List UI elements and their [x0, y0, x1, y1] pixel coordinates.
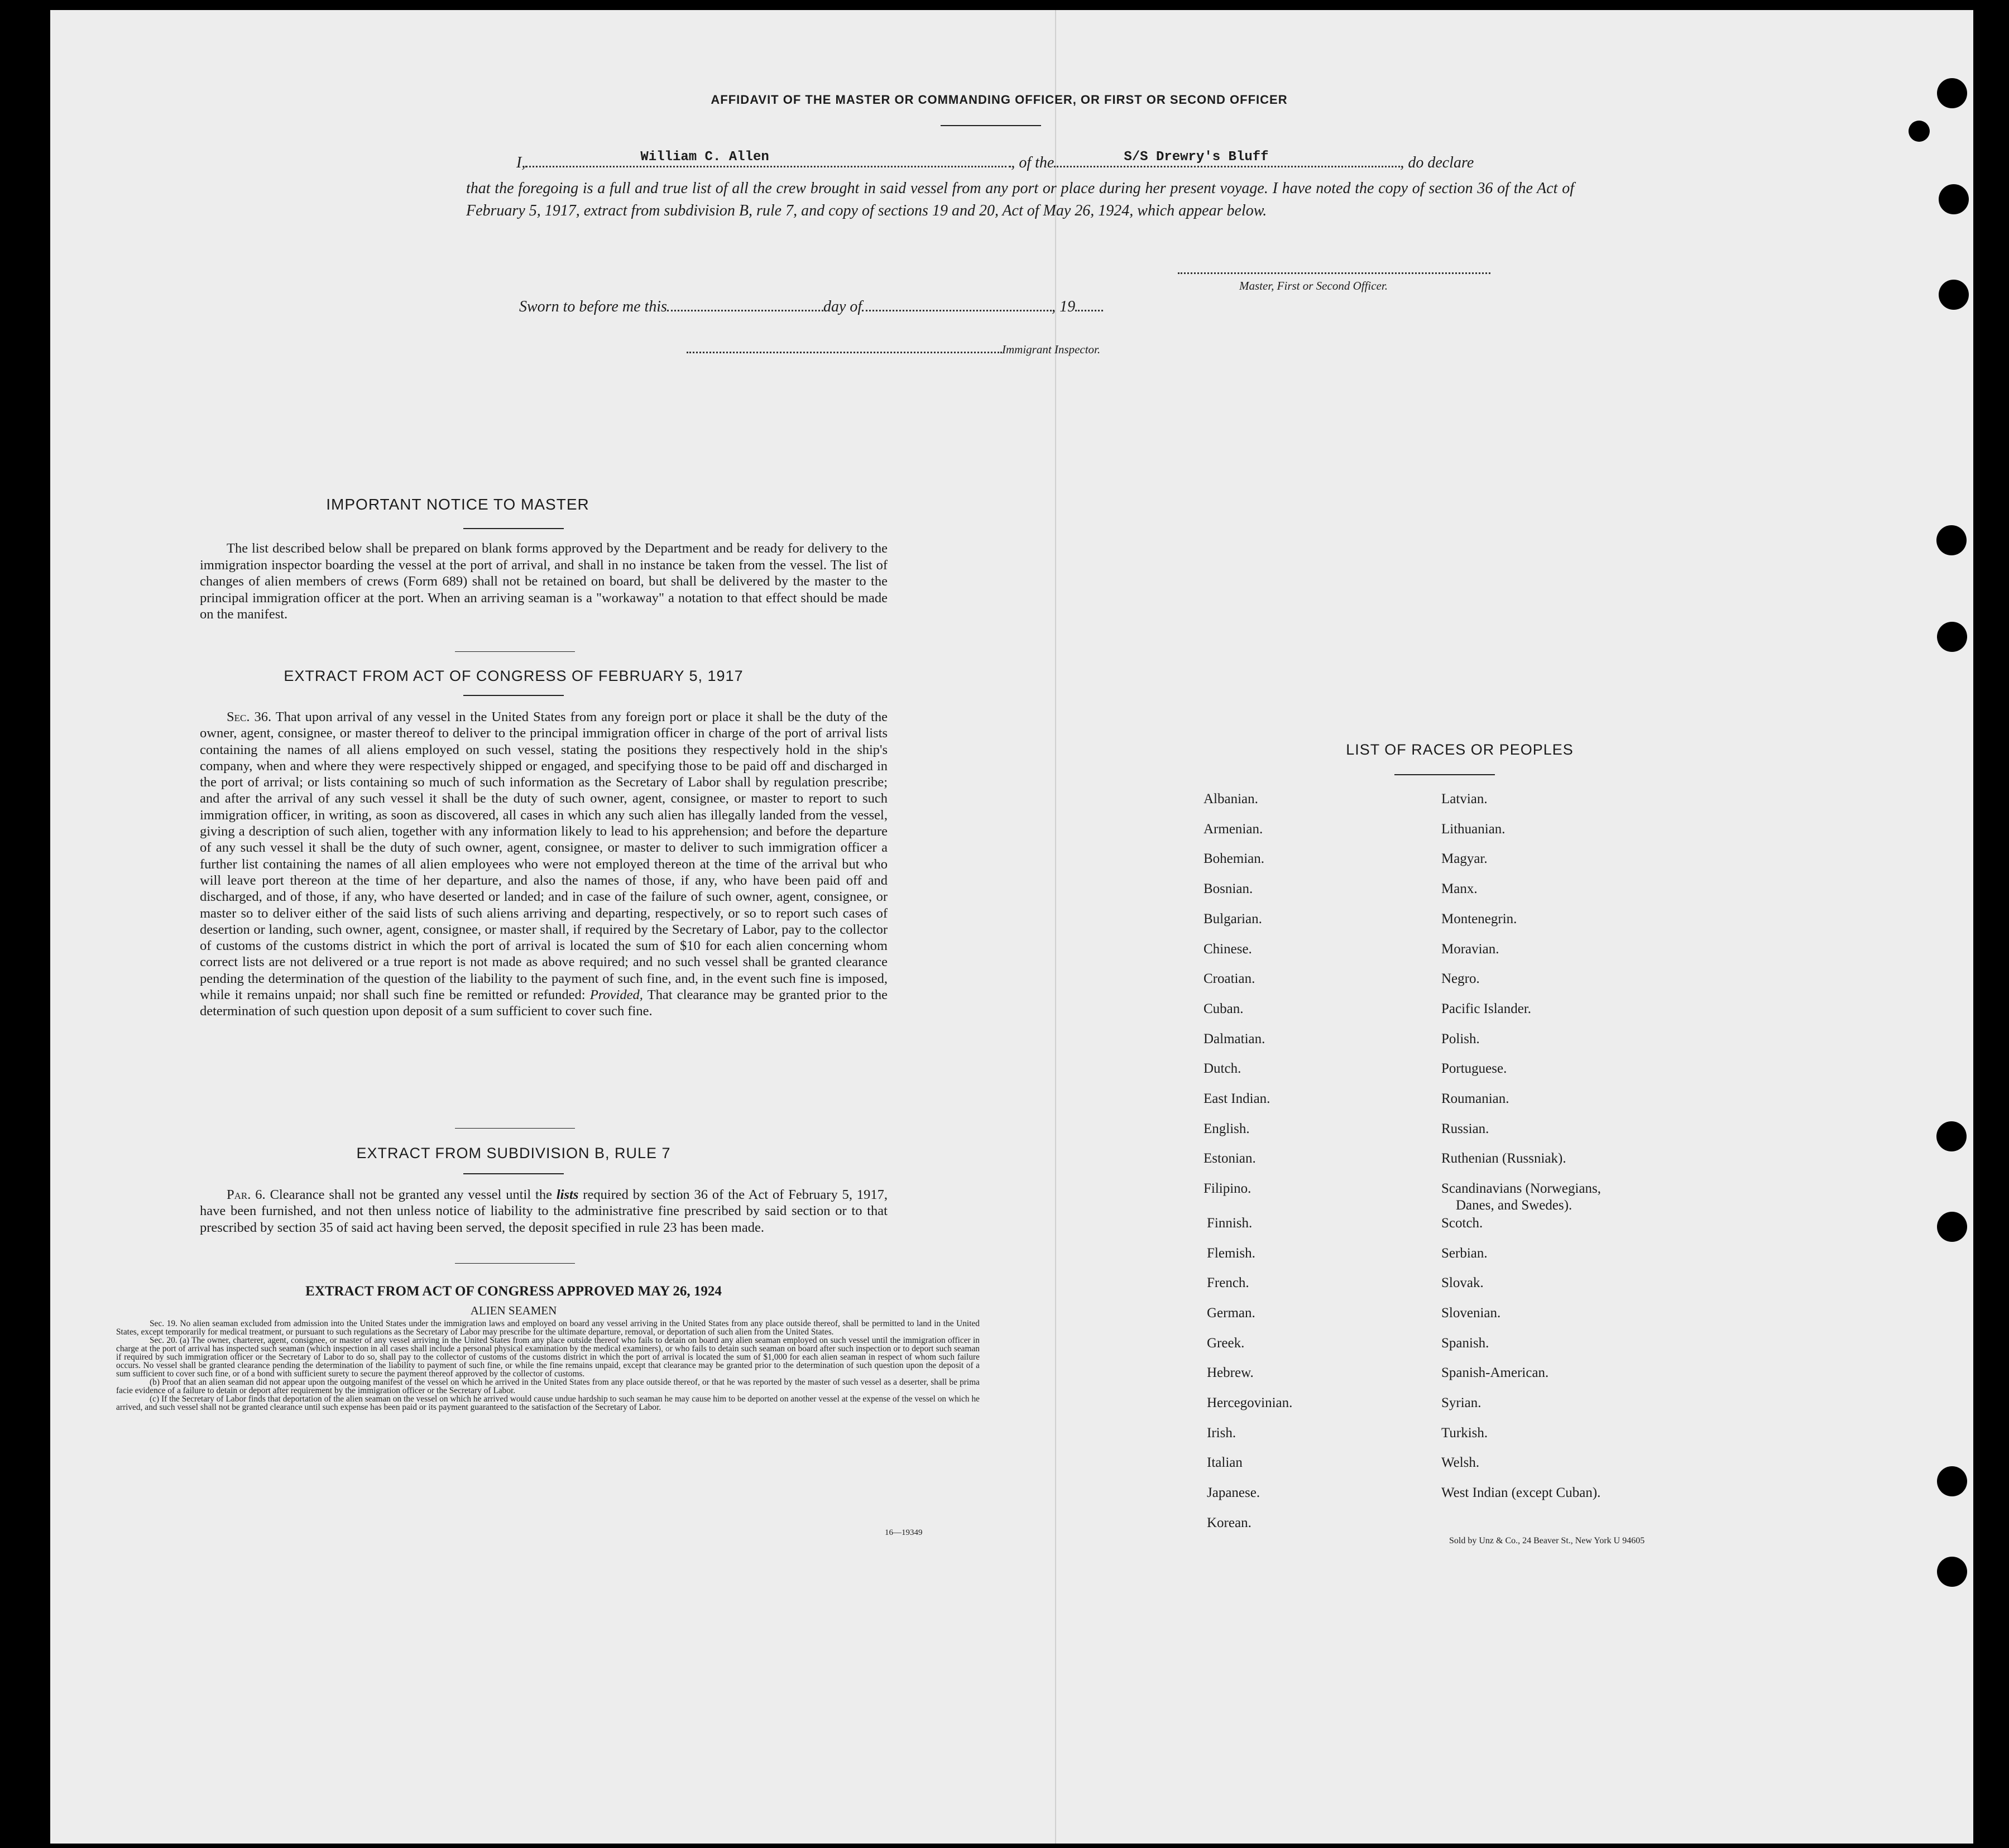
form-sheet [50, 10, 1973, 1844]
sec-36-text: That upon arrival of any vessel in the United States from any foreign port or place it shall be the duty of the owner, agent, consignee, or master thereof to deliver to the principal immigration officer in charge of the port of arrival lists containing the names of all aliens employed on such vessel, stating the positions they respectively hold in the ship's company, when and where they were respectively shipped or engaged, and specifying those to be paid off and discharged in the port of arrival; or lists containing so much of such information as the Secretary of Labor shall by regulation prescribe; and after the arrival of any such vessel it shall be the duty of such owner, agent, consignee, or master to report to such immigration officer, in writing, as soon as discovered, all cases in which any such alien has illegally landed from the vessel, giving a description of such alien, together with any information likely to lead to his apprehension; and before the departure of any such vessel it shall be the duty of such owner, agent, consignee, or master to deliver to such immigration officer a further list containing the names of all alien employees who were not employed thereon at the time of the arrival but who will leave port thereon at the time of her departure, and also the names of those, if any, who have been paid off and discharged, and of those, if any, who have deserted or landed; and in case of the failure of such owner, agent, consignee, or master so to deliver either of the said lists of such aliens arriving and departing, respectively, or so to report such cases of desertion or landing, such owner, agent, consignee, or master shall, if required by the Secretary of Labor, pay to the collector of customs of the customs district in which the port of arrival is located the sum of $10 for each alien concerning whom correct lists are not delivered or a true report is not made as above required; and no such vessel shall be granted clearance pending the determination of the question of the liability to the payment of such fine, and, in the event such fine is imposed, while it remains unpaid; nor shall such fine be remitted or refunded: [200, 709, 888, 1003]
race-item: Spanish. [1441, 1335, 1489, 1351]
sworn-line [519, 298, 1103, 316]
race-item: Welsh. [1441, 1455, 1480, 1471]
publisher-footer: Sold by Unz & Co., 24 Beaver St., New York U 94605 [1449, 1536, 1645, 1545]
sworn-day-field[interactable] [667, 310, 823, 311]
rule7-text-b: required by section 36 of the Act of February 5, 1917, have been furnished, and not then unless notice of liability to the administrative fine prescribed by said section or to that prescribed by section 35 of said act having been served, the deposit specified in rule 23 has been made. [200, 1187, 888, 1235]
extract-1924-subtitle: ALIEN SEAMEN [470, 1304, 557, 1317]
race-item: Japanese. [1207, 1485, 1260, 1501]
punch-hole [1937, 1466, 1967, 1496]
race-item: Bulgarian. [1204, 911, 1262, 927]
race-item: German. [1207, 1305, 1255, 1321]
race-item: Manx. [1441, 881, 1478, 897]
sworn-month-field[interactable] [862, 310, 1052, 311]
punch-hole [1937, 1212, 1967, 1242]
affidavit-title: AFFIDAVIT OF THE MASTER OR COMMANDING OFFICER, OR FIRST OR SECOND OFFICER [711, 93, 1288, 107]
sec-36-text-end: That clearance may be granted prior to the determination of such question upon deposit of a sum sufficient to cover such fine. [200, 987, 888, 1019]
form-number: 16—19349 [885, 1528, 923, 1537]
race-item: Slovak. [1441, 1275, 1484, 1291]
punch-hole [1909, 121, 1930, 142]
race-item: Lithuanian. [1441, 821, 1505, 837]
notice-text: The list described below shall be prepared on blank forms approved by the Department and be ready for delivery to the immigration inspector boarding the vessel at the port of arrival, and shall in no instance be taken from the vessel. The list of changes of alien members of crews (Form 689) shall not be retained on board, but shall be delivered by the master to the principal immigration officer at the port. When an arriving seaman is a "workaway" a notation to that effect should be made on the manifest. [200, 541, 888, 622]
master-name-field[interactable] [525, 150, 1011, 167]
races-title: LIST OF RACES OR PEOPLES [1346, 741, 1574, 758]
rule7-text-a: Clearance shall not be granted any vessel until the [270, 1187, 552, 1202]
notice-rule [463, 528, 564, 529]
extract-1917-title: EXTRACT FROM ACT OF CONGRESS OF FEBRUARY 5, 1917 [284, 668, 744, 684]
affidavit-body: that the foregoing is a full and true list of all the crew brought in said vessel from any port or place during her present voyage. I have noted the copy of section 36 of the Act of February 5, 1917, extract from subdivision B, rule 7, and copy of sections 19 and 20, Act of May 26, 1924, which appear below. [466, 180, 1574, 219]
day-of-label: day of [823, 298, 862, 315]
punch-hole [1936, 525, 1967, 555]
extract-1917-rule [463, 695, 564, 696]
inspector-line [687, 343, 1100, 357]
race-item: Russian. [1441, 1121, 1489, 1136]
rule7-rule [463, 1173, 564, 1174]
notice-title: IMPORTANT NOTICE TO MASTER [326, 496, 589, 513]
punch-hole [1936, 1121, 1967, 1151]
race-item: Estonian. [1204, 1151, 1256, 1167]
master-name: William C. Allen [640, 150, 769, 165]
race-item: Cuban. [1204, 1001, 1244, 1016]
sec-19-text: Sec. 19. No alien seaman excluded from admission into the United States under the immigration laws and employed on board any vessel arriving in the United States from any place outside thereof, shall be permitted to land in the United States, except temporarily for medical treatment, or pursuant to such regulations as the Secretary of Labor may prescribe for the ultimate departure, removal, or deportation of such alien from the United States. [116, 1319, 980, 1337]
punch-hole [1937, 1557, 1967, 1587]
master-signature-line[interactable] [1178, 272, 1490, 274]
fold-line [1055, 10, 1056, 1844]
race-item: Negro. [1441, 971, 1480, 987]
extract-1917-text [200, 709, 888, 1020]
race-item: Pacific Islander. [1441, 1001, 1532, 1016]
race-item: Hercegovinian. [1207, 1395, 1293, 1410]
race-item: Filipino. [1204, 1181, 1252, 1197]
race-item: Hebrew. [1207, 1365, 1254, 1381]
punch-hole [1939, 280, 1969, 310]
rule7-text [200, 1187, 888, 1236]
race-item: English. [1204, 1121, 1250, 1136]
rule7-title: EXTRACT FROM SUBDIVISION B, RULE 7 [356, 1145, 671, 1161]
title-rule [941, 125, 1041, 126]
inspector-label: Immigrant Inspector. [1002, 343, 1101, 356]
sec-36-label: Sec. 36. [227, 709, 272, 724]
race-item: Italian [1207, 1455, 1243, 1471]
race-item: Dalmatian. [1204, 1031, 1265, 1047]
race-item: Korean. [1207, 1515, 1252, 1530]
race-item: Magyar. [1441, 851, 1488, 867]
sworn-label: Sworn to before me this [519, 298, 667, 315]
race-item: Bosnian. [1204, 881, 1253, 897]
race-item: Armenian. [1204, 821, 1263, 837]
race-item: Albanian. [1204, 791, 1258, 807]
race-item: Moravian. [1441, 941, 1499, 957]
race-item: Montenegrin. [1441, 911, 1517, 927]
i-label: I, [516, 154, 526, 171]
race-item: Dutch. [1204, 1061, 1241, 1077]
race-item: Finnish. [1207, 1215, 1253, 1231]
race-item: East Indian. [1204, 1091, 1270, 1106]
race-item: Latvian. [1441, 791, 1488, 807]
race-item: Flemish. [1207, 1245, 1255, 1261]
sec-20b-text: (b) Proof that an alien seaman did not appear upon the outgoing manifest of the vessel on which he arrived in the United States from any place outside thereof, or that he was reported by the master of such vessel as a deserter, shall be prima facie evidence of a failure to detain or deport after requirement by the immigration officer or the Secretary of Labor. [116, 1377, 980, 1395]
race-item: Syrian. [1441, 1395, 1481, 1410]
rule7-end-rule [455, 1263, 575, 1264]
punch-hole [1937, 78, 1967, 108]
affidavit-declaration-line [516, 150, 1577, 172]
master-signature-label: Master, First or Second Officer. [1239, 279, 1388, 292]
sec-20c-text: (c) If the Secretary of Labor finds that deportation of the alien seaman on the vessel on which he arrived would cause undue hardship to such seaman he may cause him to be deported on another vessel at the expense of the vessel on which he arrived, and such vessel shall not be granted clearance until such expense has been paid or its payment guaranteed to the satisfaction of the Secretary of Labor. [116, 1394, 980, 1412]
extract-1924-text [116, 1319, 980, 1412]
race-item: Serbian. [1441, 1245, 1488, 1261]
race-item: Croatian. [1204, 971, 1255, 987]
race-item: Ruthenian (Russniak). [1441, 1151, 1566, 1167]
provided-label: Provided, [589, 987, 643, 1003]
par-6-label: Par. 6. [227, 1187, 266, 1202]
race-item: Polish. [1441, 1031, 1480, 1047]
sec-20a-text: Sec. 20. (a) The owner, charterer, agent, consignee, or master of any vessel arriving in the United States from any place outside thereof who fails to detain on board any alien seaman employed on such vessel until the immigration officer in charge at the port of arrival has inspected such seaman (which inspection in all cases shall include a personal physical examination by the medical examiners), or who fails to detain such seaman on board after such inspection or to deport such seaman if required by such immigration officer or the Secretary of Labor to do so, shall pay to the collector of customs of the customs district in which the port of arrival is located the sum of $1,000 for each alien seaman in respect of whom such failure occurs. No vessel shall be granted clearance pending the determination of the liability to payment of such fine, or while the fine remains unpaid, except that clearance may be granted prior to the determination of such question upon the deposit of a sum sufficient to cover such fine, or of a bond with sufficient surety to secure the payment thereof approved by the collector of customs. [116, 1336, 980, 1379]
race-item: Turkish. [1441, 1425, 1488, 1441]
race-item: Slovenian. [1441, 1305, 1501, 1321]
punch-hole [1939, 184, 1969, 214]
year-prefix-label: , 19 [1052, 298, 1076, 315]
race-item: Irish. [1207, 1425, 1236, 1441]
race-item: Chinese. [1204, 941, 1252, 957]
sworn-year-field[interactable] [1075, 310, 1103, 311]
race-item: Spanish-American. [1441, 1365, 1549, 1381]
race-item: Scotch. [1441, 1215, 1483, 1231]
notice-end-rule [455, 651, 575, 652]
vessel-name: S/S Drewry's Bluff [1124, 150, 1269, 165]
race-item: French. [1207, 1275, 1249, 1291]
lists-word: lists [556, 1187, 579, 1202]
vessel-name-field[interactable] [1054, 150, 1400, 167]
inspector-signature-field[interactable] [687, 352, 1002, 353]
race-item: Bohemian. [1204, 851, 1265, 867]
race-item: Greek. [1207, 1335, 1245, 1351]
do-declare-label: , do declare [1400, 154, 1474, 171]
race-item: Scandinavians (Norwegians, [1441, 1181, 1602, 1197]
race-item: West Indian (except Cuban). [1441, 1485, 1601, 1501]
race-item: Portuguese. [1441, 1061, 1507, 1077]
extract-1917-end-rule [455, 1128, 575, 1129]
of-the-label: , of the [1011, 154, 1054, 171]
extract-1924-title: EXTRACT FROM ACT OF CONGRESS APPROVED MAY 26, 1924 [305, 1284, 722, 1299]
race-item: Roumanian. [1441, 1091, 1509, 1106]
punch-hole [1937, 622, 1967, 652]
races-rule [1394, 774, 1495, 775]
race-item: Danes, and Swedes). [1456, 1198, 1572, 1213]
